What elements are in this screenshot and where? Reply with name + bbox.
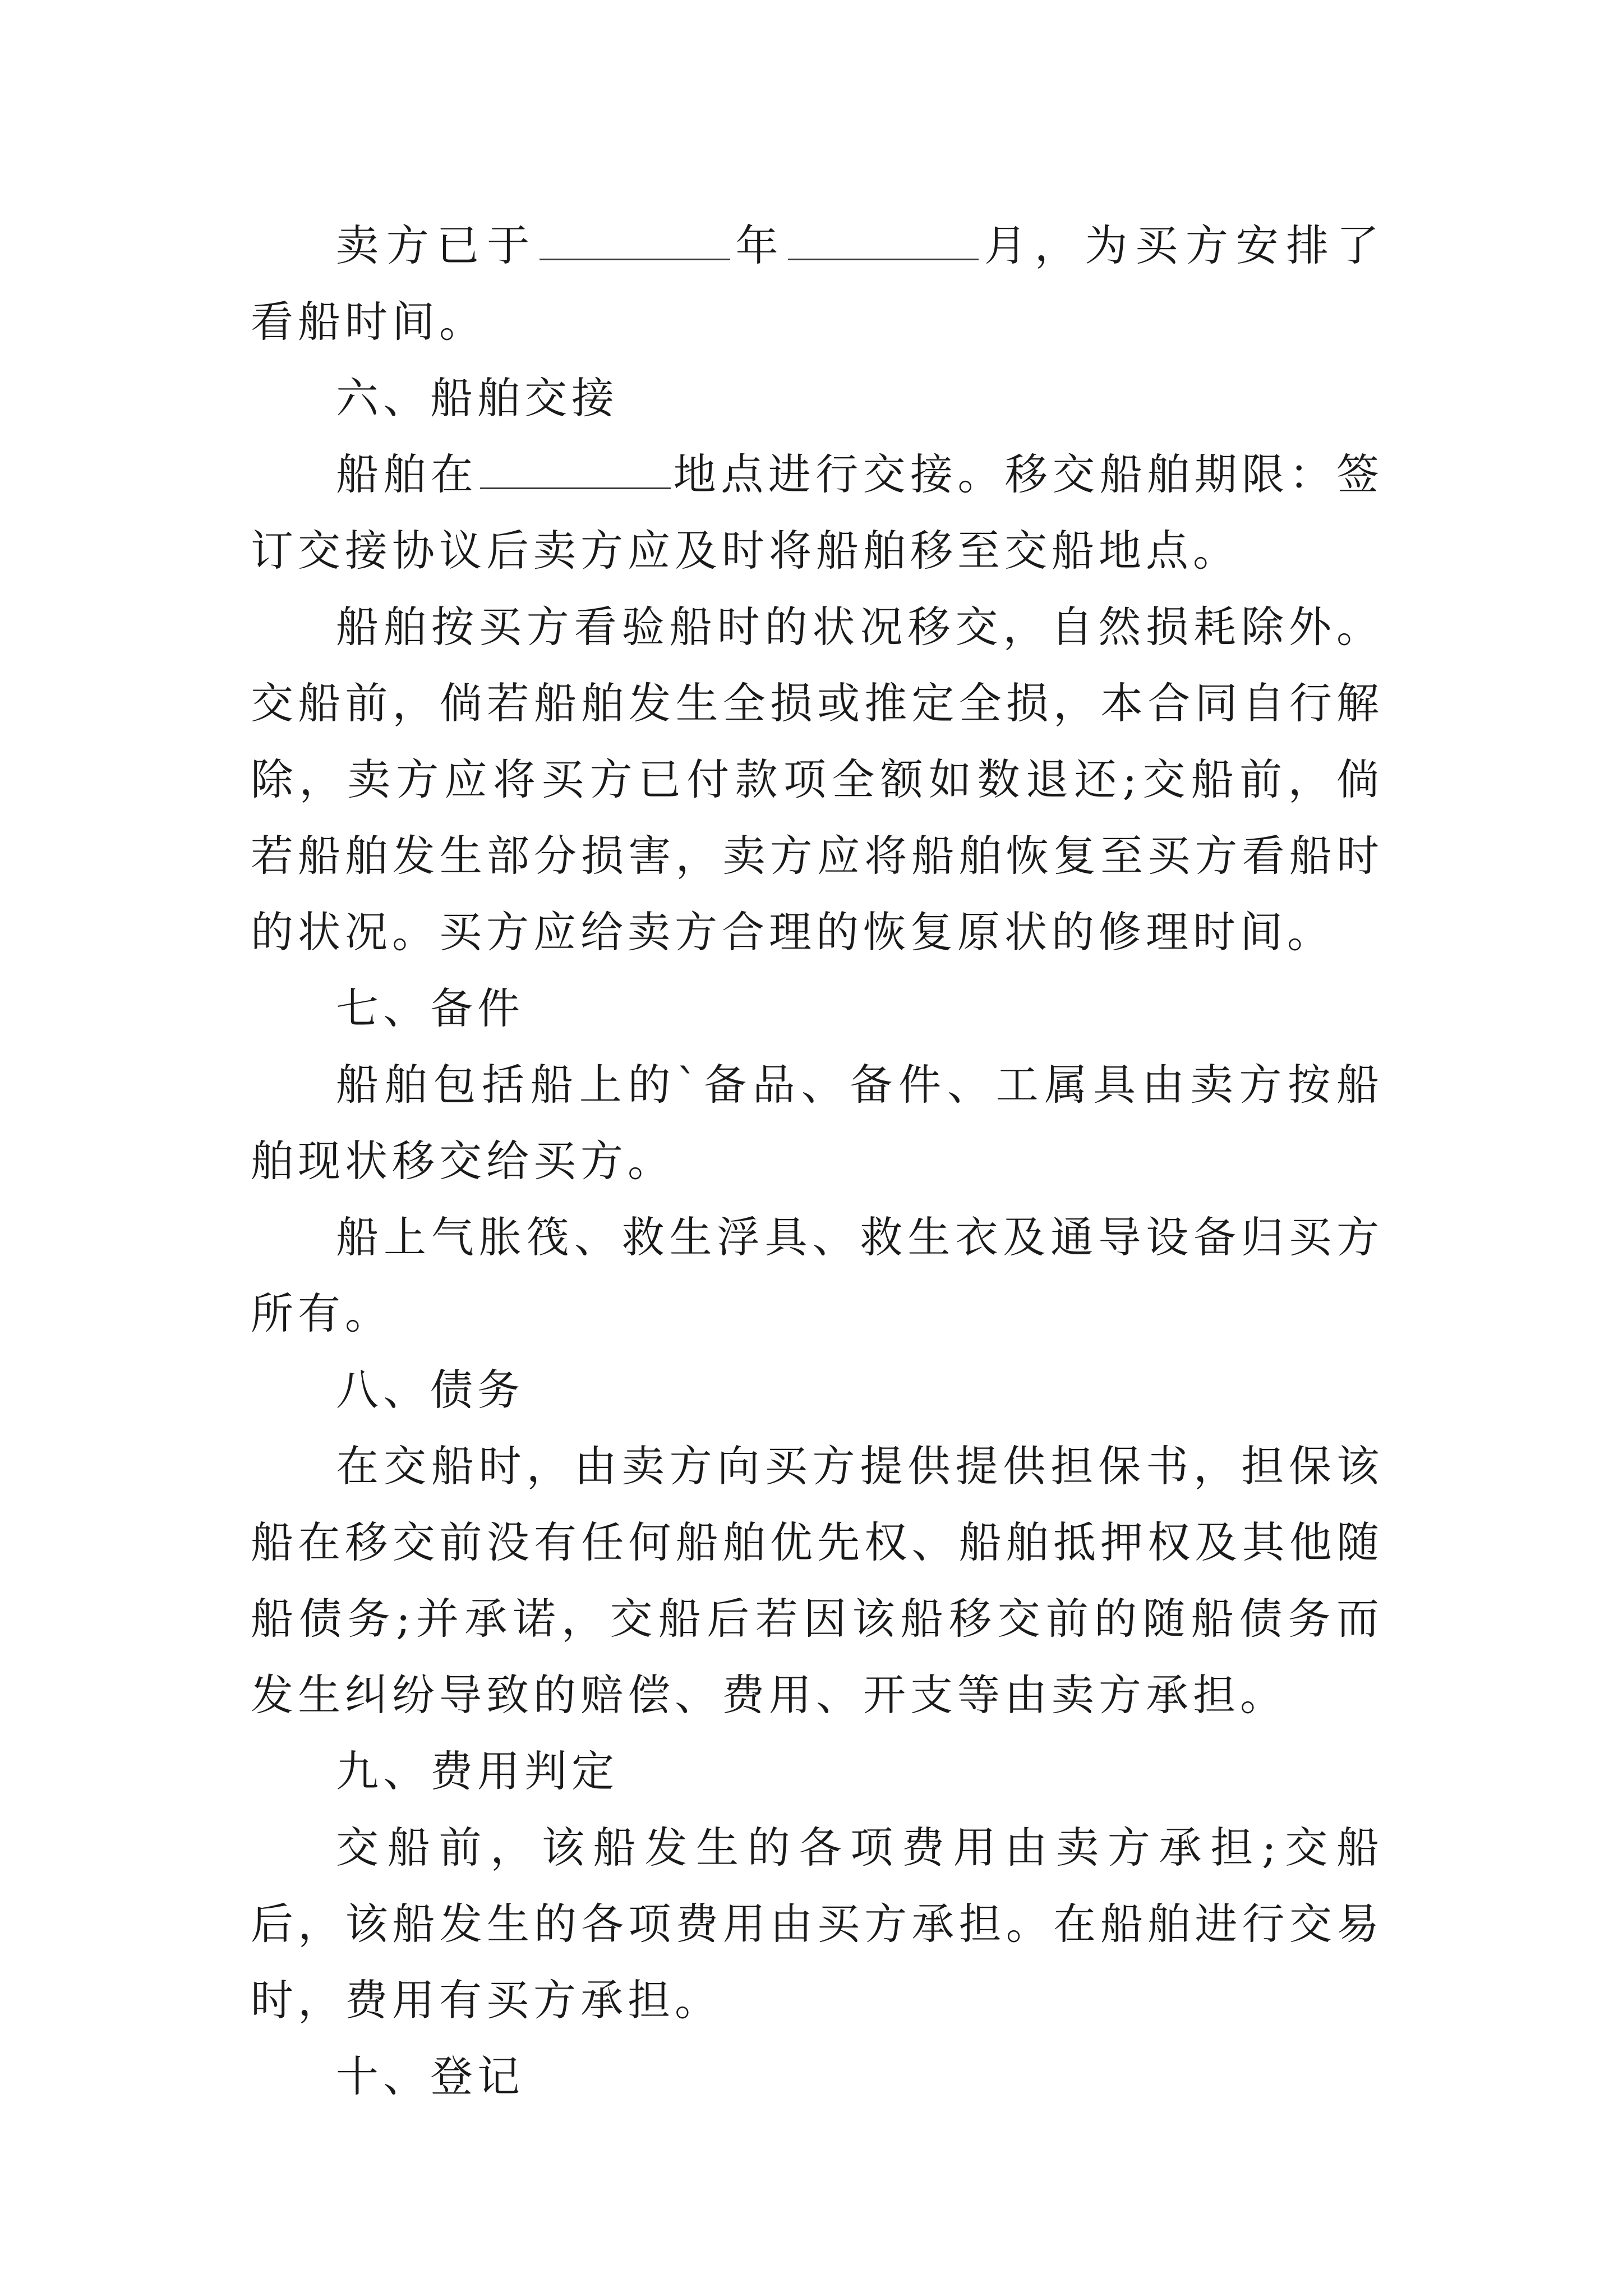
paragraph-debts: 在交船时，由卖方向买方提供提供担保书，担保该船在移交前没有任何船舶优先权、船舶抵押权及其他随船债务;并承诺，交船后若因该船移交前的随船债务而发生纠纷导致的赔偿、费用、开支等由卖方承担。 — [251, 1441, 1384, 1720]
paragraph-viewing-time — [251, 208, 1384, 360]
section-heading-6: 六、船舶交接 — [336, 373, 619, 423]
section-heading-10: 十、登记 — [336, 2051, 524, 2101]
document-body — [251, 208, 1384, 2115]
fill-blank-month[interactable] — [788, 225, 979, 260]
fill-blank-location[interactable] — [480, 454, 671, 489]
text-segment: 船舶在 — [336, 449, 478, 499]
text-segment: 地点进行交接。移交船舶期限：签订交接协议后卖方应及时将船舶移至交船地点。 — [251, 449, 1384, 576]
section-heading-7: 七、备件 — [336, 983, 524, 1033]
text-segment: 年 — [732, 220, 786, 270]
paragraph-safety-equipment: 船上气胀筏、救生浮具、救生衣及通导设备归买方所有。 — [251, 1212, 1384, 1338]
paragraph-spare-parts: 船舶包括船上的`备品、备件、工属具由卖方按船舶现状移交给买方。 — [251, 1060, 1384, 1186]
paragraph-fees: 交船前，该船发生的各项费用由卖方承担;交船后，该船发生的各项费用由买方承担。在船舶进行交易时，费用有买方承担。 — [251, 1823, 1384, 2025]
text-segment: 月，为买方安排了看船时间。 — [251, 220, 1384, 347]
section-heading-8: 八、债务 — [336, 1365, 524, 1415]
section-heading-9: 九、费用判定 — [336, 1746, 619, 1796]
text-segment: 卖方已于 — [336, 220, 537, 270]
paragraph-handover-condition: 船舶按买方看验船时的状况移交，自然损耗除外。交船前，倘若船舶发生全损或推定全损，本合同自行解除，卖方应将买方已付款项全额如数退还;交船前，倘若船舶发生部分损害，卖方应将船舶恢复至买方看船时的状况。买方应给卖方合理的恢复原状的修理时间。 — [251, 602, 1384, 957]
fill-blank-year[interactable] — [540, 225, 730, 260]
paragraph-handover-location — [251, 436, 1384, 589]
